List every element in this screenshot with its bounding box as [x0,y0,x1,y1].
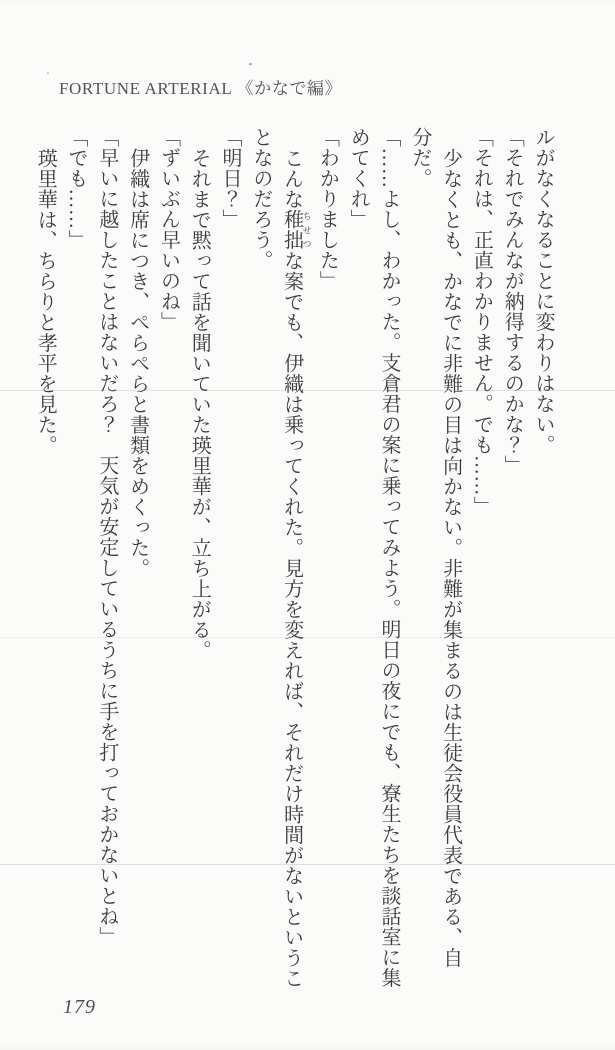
page-number: 179 [63,996,96,1018]
scan-noise-speck [249,63,252,65]
text-line: 「……よし、わかった。支倉君の案に乗ってみよう。明日の夜にでも、寮生たちを談話室に集 [378,127,401,988]
ruby-annotated-word: 稚拙 ちせつ [280,209,312,250]
text-line: 「それでみんなが納得するのかな？」 [501,127,524,476]
page-header-title: FORTUNE ARTERIAL 《かなで編》 [59,79,343,98]
text-line: 「でも……」 [65,127,88,250]
text-line: ルがなくなることに変わりはない。 [532,127,554,455]
text-line: 「明日？」 [219,127,242,230]
text-line: 伊織は席につき、ぺらぺらと書類をめくった。 [126,147,149,578]
text-line: こんな稚拙 ちせつな案でも、伊織は乗ってくれた。見方を変えれば、それだけ時間がないというこ [280,147,312,988]
text-block [29,127,558,999]
text-line: 瑛里華は、ちらりと孝平を見た。 [34,147,57,455]
text-line: 「わかりました」 [316,127,339,291]
text-line: 「ずいぶん早いのね」 [157,127,180,332]
text-line: 少なくとも、かなでに非難の目は向かない。非難が集まるのは生徒会役員代表である、自 [439,147,462,968]
scan-noise-speck [47,72,49,74]
text-line: それまで黙って話を聞いていた瑛里華が、立ち上がる。 [188,147,211,660]
text-line: めてくれ」 [347,127,370,230]
furigana: ちせつ [301,209,312,250]
text-line: 分だ。 [408,127,431,189]
text-line: 「早いに越したことはないだろ？ 天気が安定しているうちに手を打っておかないとね」 [95,127,118,947]
text-line: 「それは、正直わかりません。でも……」 [470,127,493,517]
text-line: となのだろう。 [249,127,272,271]
